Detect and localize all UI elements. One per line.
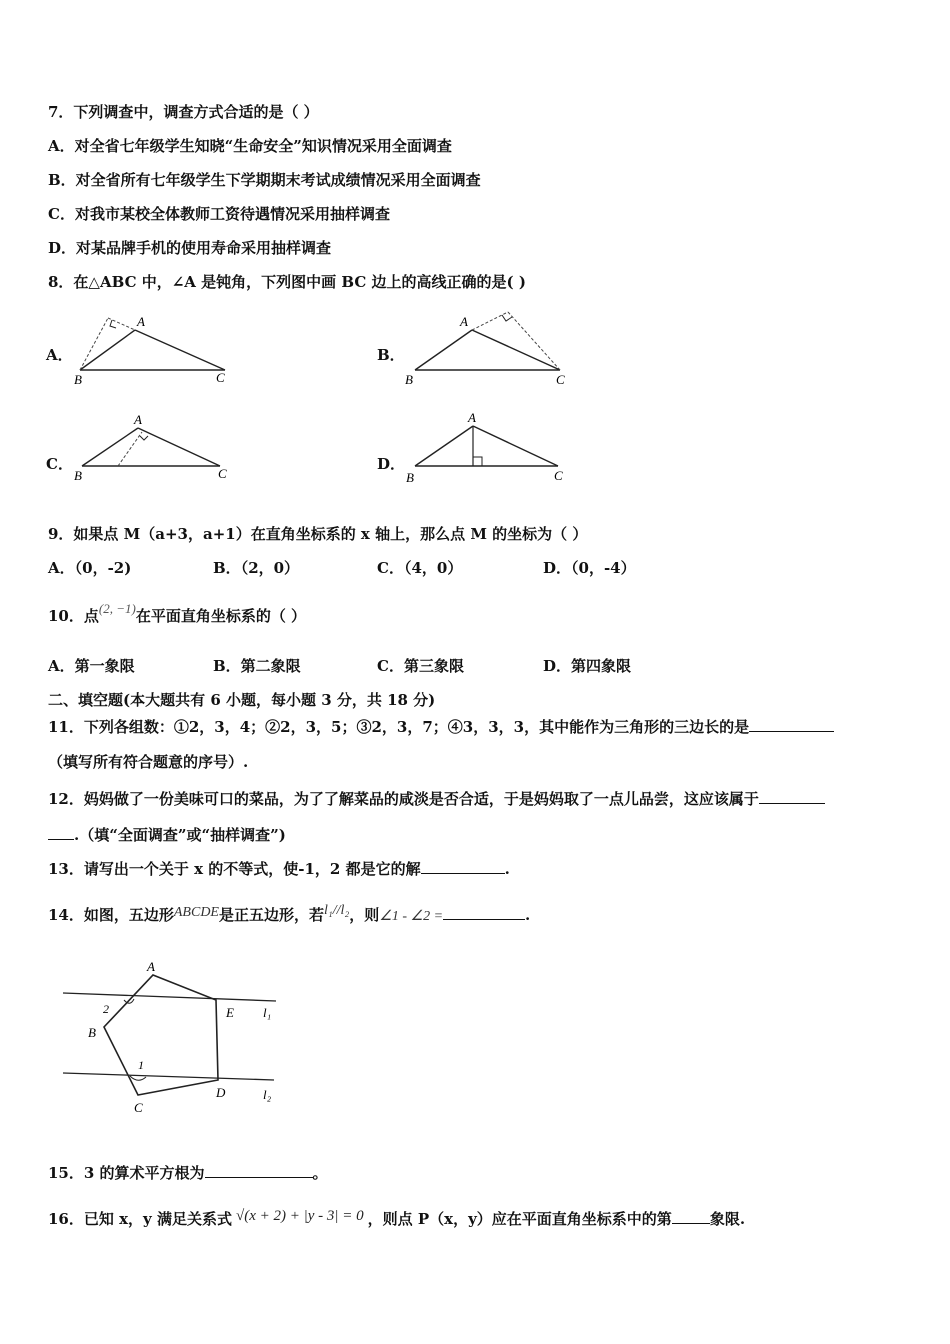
q9-option-d-label: D． xyxy=(543,559,572,577)
q15-line xyxy=(48,1162,328,1183)
fig-b-label-a: A xyxy=(460,314,468,329)
q11-line1 xyxy=(48,716,834,737)
q8-figure-a xyxy=(70,310,240,390)
q14-prefix: 14．如图，五边形 xyxy=(48,906,174,924)
fig-c-label-b: B xyxy=(74,468,82,483)
q16-prefix: 16．已知 x，y 满足关系式 xyxy=(48,1210,232,1228)
q10-stem xyxy=(48,601,307,627)
q16-line xyxy=(48,1208,745,1230)
fig-c-label-a: A xyxy=(134,412,142,427)
q12-line1 xyxy=(48,788,825,809)
q10-option-c: C．第三象限 xyxy=(377,657,464,675)
fig-d-label-c: C xyxy=(554,468,563,483)
q9-option-c xyxy=(377,558,462,578)
q12-line2 xyxy=(48,824,286,845)
q13-answer-blank[interactable] xyxy=(421,858,505,874)
fig14-line-l2 xyxy=(63,1073,274,1080)
q9-option-a-value: （0，-2) xyxy=(74,559,132,577)
q11-line2: （填写所有符合题意的序号）. xyxy=(48,753,249,771)
q14-shape: ABCDE xyxy=(173,905,219,920)
q14-line xyxy=(48,904,530,927)
q9-option-a-label: A． xyxy=(48,559,75,577)
q10-option-d: D．第四象限 xyxy=(543,657,632,675)
fig14-label-l2: l₂ xyxy=(263,1087,272,1102)
fig14-label-1: 1 xyxy=(138,1058,144,1072)
fig-d-side-ac xyxy=(473,426,558,466)
fig-a-height-dashed xyxy=(80,318,108,370)
fig-d-side-ab xyxy=(415,426,473,466)
q9-option-b xyxy=(213,558,299,578)
q16-formula: √(x + 2) + |y - 3| = 0 xyxy=(235,1208,364,1224)
fig-b-ext-dashed xyxy=(472,312,508,330)
q9-option-a xyxy=(48,558,131,578)
q10-option-b: B．第二象限 xyxy=(213,657,301,675)
fig14-label-2: 2 xyxy=(103,1002,109,1016)
fig14-label-b: B xyxy=(88,1025,96,1040)
q13-line xyxy=(48,858,510,879)
q16-suffix: ，则点 P（x，y）应在平面直角坐标系中的第 xyxy=(367,1210,672,1228)
fig14-angle-1-arc xyxy=(130,1076,146,1080)
fig-b-label-b: B xyxy=(405,372,413,387)
q8-label-a: A． xyxy=(46,346,73,364)
q10-point: (2, −1) xyxy=(98,601,136,616)
q16-answer-blank[interactable] xyxy=(672,1208,710,1224)
q7-option-c: C．对我市某校全体教师工资待遇情况采用抽样调查 xyxy=(48,205,390,223)
q10-prefix: 10．点 xyxy=(48,607,99,625)
fig14-label-d: D xyxy=(216,1085,226,1100)
fig14-label-c: C xyxy=(134,1100,143,1115)
q9-option-c-value: （4，0） xyxy=(403,559,463,577)
fig-c-right-angle xyxy=(140,436,148,440)
fig-b-right-angle xyxy=(502,315,512,321)
q13-text: 13．请写出一个关于 x 的不等式，使-1，2 都是它的解 xyxy=(48,860,421,878)
fig-d-label-b: B xyxy=(406,470,414,485)
q12-text-2: .（填“全面调查”或“抽样调查”) xyxy=(74,826,286,844)
q14-end: . xyxy=(525,906,531,924)
q8-label-b: B． xyxy=(377,346,405,364)
fig14-label-l1: l₁ xyxy=(263,1005,272,1020)
q14-mid2: ，则 xyxy=(349,906,380,924)
q15-text: 15．3 的算术平方根为 xyxy=(48,1164,205,1182)
fig-a-label-c: C xyxy=(216,370,225,385)
section-2-heading: 二、填空题(本大题共有 6 小题，每小题 3 分，共 18 分) xyxy=(48,691,436,709)
fig-c-height-dashed xyxy=(118,432,142,466)
fig-a-label-b: B xyxy=(74,372,82,387)
fig-a-ext-dashed xyxy=(108,318,135,330)
q13-end: . xyxy=(504,860,510,878)
q8-figure-b xyxy=(400,306,580,390)
q14-mid: 是正五边形，若 xyxy=(218,906,324,924)
fig-c-side-ab xyxy=(82,428,138,466)
q9-option-d-value: （0，-4） xyxy=(571,559,636,577)
q8-label-d: D． xyxy=(377,455,406,473)
fig-b-label-c: C xyxy=(556,372,565,387)
q14-pentagon-figure xyxy=(58,955,288,1120)
q9-option-c-label: C． xyxy=(377,559,404,577)
q14-condition: l₁//l₂ xyxy=(324,903,350,918)
fig-b-side-ab xyxy=(415,330,472,370)
q7-option-a: A．对全省七年级学生知晓“生命安全”知识情况采用全面调查 xyxy=(48,137,452,155)
q14-answer-blank[interactable] xyxy=(443,904,525,920)
q9-option-b-value: （2，0） xyxy=(240,559,300,577)
fig-d-label-a: A xyxy=(468,410,476,425)
fig-a-side-ab xyxy=(80,330,135,370)
q8-stem: 8．在△ABC 中，∠A 是钝角，下列图中画 BC 边上的高线正确的是( ) xyxy=(48,273,526,291)
q8-figure-d xyxy=(400,408,580,490)
fig-b-side-ac xyxy=(472,330,560,370)
fig-c-label-c: C xyxy=(218,466,227,481)
q8-figure-c xyxy=(70,410,240,490)
q14-expression: ∠1 - ∠2 = xyxy=(379,909,444,924)
q12-answer-blank-1[interactable] xyxy=(759,788,825,804)
q10-suffix: 在平面直角坐标系的（ ） xyxy=(135,607,307,625)
fig-d-right-angle xyxy=(473,457,482,466)
q10-option-a: A．第一象限 xyxy=(48,657,135,675)
q12-text: 12．妈妈做了一份美味可口的菜品，为了了解菜品的咸淡是否合适，于是妈妈取了一点儿品尝，这应该属于 xyxy=(48,790,759,808)
q12-answer-blank-2[interactable] xyxy=(48,824,74,840)
fig-c-side-ac xyxy=(138,428,220,466)
q9-option-d xyxy=(543,558,636,578)
q15-end: 。 xyxy=(312,1164,328,1182)
q7-option-b: B．对全省所有七年级学生下学期期末考试成绩情况采用全面调查 xyxy=(48,171,481,189)
q9-stem: 9．如果点 M（a+3，a+1）在直角坐标系的 x 轴上，那么点 M 的坐标为（ ） xyxy=(48,525,588,543)
q11-text: 11．下列各组数：①2，3，4；②2，3，5；③2，3，7；④3，3，3，其中能作为三角形的三边长的是 xyxy=(48,718,750,736)
q8-label-c: C． xyxy=(46,455,73,473)
q7-stem: 7．下列调查中，调查方式合适的是（ ） xyxy=(48,103,319,121)
q11-answer-blank[interactable] xyxy=(749,716,834,732)
q7-option-d: D．对某品牌手机的使用寿命采用抽样调查 xyxy=(48,239,332,257)
q15-answer-blank[interactable] xyxy=(205,1162,313,1178)
fig14-label-a: A xyxy=(147,959,155,974)
fig14-line-l1 xyxy=(63,993,276,1001)
q9-option-b-label: B． xyxy=(213,559,241,577)
fig-a-label-a: A xyxy=(137,314,145,329)
fig-b-height-dashed xyxy=(508,312,560,370)
fig14-label-e: E xyxy=(226,1005,234,1020)
q16-end: 象限. xyxy=(709,1210,746,1228)
fig-a-side-ac xyxy=(135,330,225,370)
